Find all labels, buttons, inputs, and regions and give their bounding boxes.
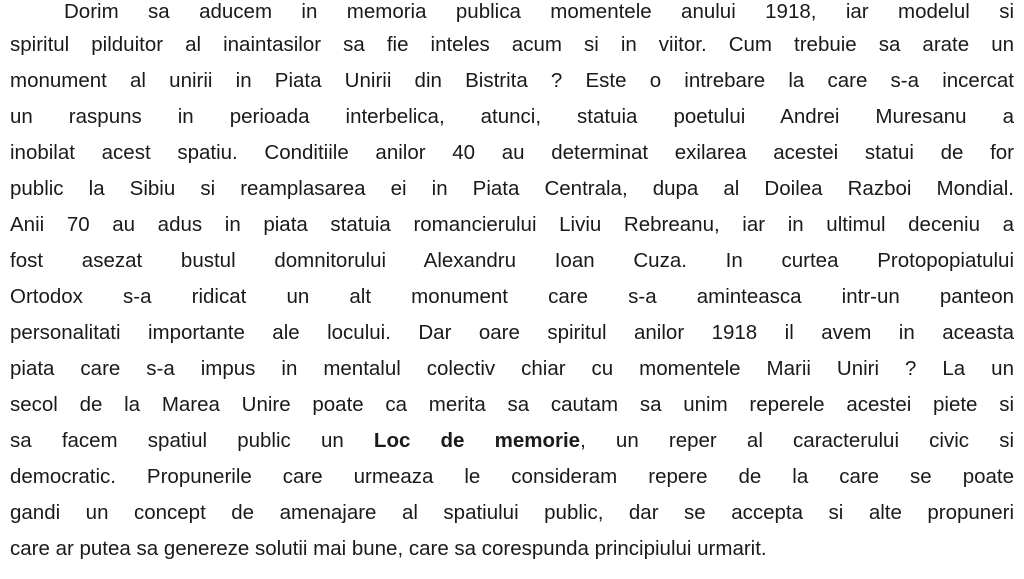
paragraph-line: public la Sibiu si reamplasarea ei in Piata Centrala, dupa al Doilea Razboi Mondial. bbox=[10, 177, 1014, 200]
paragraph-line bbox=[10, 426, 1014, 456]
paragraph-line: Dorim sa aducem in memoria publica momentele anului 1918, iar modelul si bbox=[64, 0, 1014, 23]
paragraph-line: Ortodox s-a ridicat un alt monument care s-a aminteasca intr-un panteon bbox=[10, 285, 1014, 308]
bold-phrase-loc-de-memorie: Loc de memorie bbox=[373, 429, 581, 452]
paragraph-line: inobilat acest spatiu. Conditiile anilor 40 au determinat exilarea acestei statui de for bbox=[10, 141, 1014, 164]
line-text-after: , un reper al caracterului civic si bbox=[580, 429, 1014, 452]
paragraph-line-final: care ar putea sa genereze solutii mai bune, care sa corespunda principiului urmarit. bbox=[10, 537, 767, 560]
paragraph-line: personalitati importante ale locului. Dar oare spiritul anilor 1918 il avem in aceasta bbox=[10, 321, 1014, 344]
paragraph-line: Anii 70 au adus in piata statuia romancierului Liviu Rebreanu, iar in ultimul deceniu a bbox=[10, 213, 1014, 236]
paragraph-line: spiritul pilduitor al inaintasilor sa fie inteles acum si in viitor. Cum trebuie sa arate un bbox=[10, 33, 1014, 56]
paragraph-line: un raspuns in perioada interbelica, atunci, statuia poetului Andrei Muresanu a bbox=[10, 105, 1014, 128]
paragraph-line: monument al unirii in Piata Unirii din Bistrita ? Este o intrebare la care s-a incercat bbox=[10, 69, 1014, 92]
paragraph-line: gandi un concept de amenajare al spatiului public, dar se accepta si alte propuneri bbox=[10, 501, 1014, 524]
line-text-before: sa facem spatiul public un bbox=[10, 429, 374, 452]
paragraph-line: piata care s-a impus in mentalul colectiv chiar cu momentele Marii Uniri ? La un bbox=[10, 357, 1014, 380]
paragraph-line: secol de la Marea Unire poate ca merita sa cautam sa unim reperele acestei piete si bbox=[10, 393, 1014, 416]
paragraph-line: democratic. Propunerile care urmeaza le consideram repere de la care se poate bbox=[10, 465, 1014, 488]
paragraph-line: fost asezat bustul domnitorului Alexandru Ioan Cuza. In curtea Protopopiatului bbox=[10, 249, 1014, 272]
